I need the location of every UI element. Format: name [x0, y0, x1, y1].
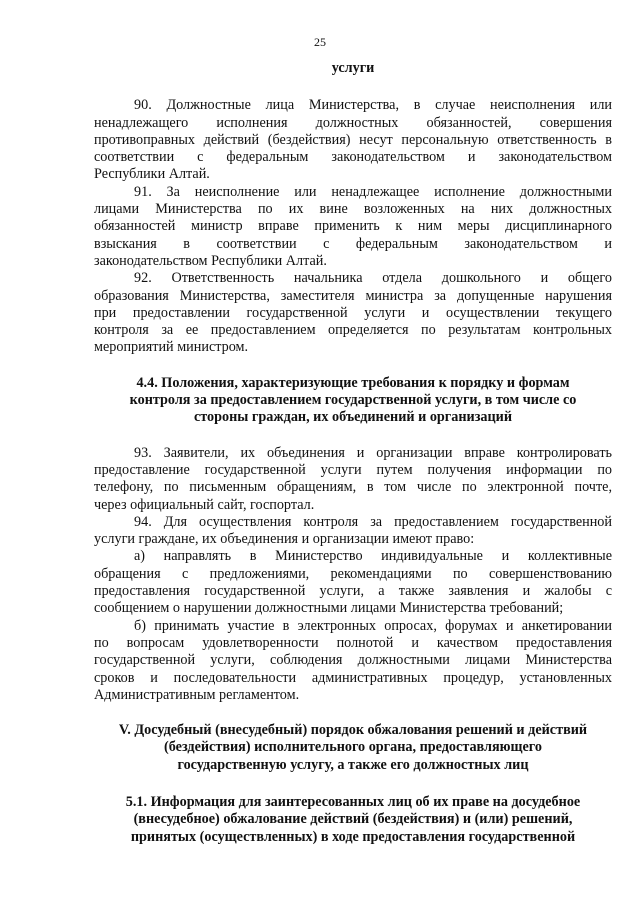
paragraph-line: 93. Заявители, их объединения и организации вправе контролировать: [134, 444, 612, 461]
paragraph-line: взыскания в соответствии с федеральным законодательством и: [94, 235, 612, 252]
paragraph-line: 91. За неисполнение или ненадлежащее исполнение должностными: [134, 183, 612, 200]
heading-line: контроля за предоставлением государственной услуги, в том числе со: [129, 392, 577, 409]
paragraph-line: сообщением о нарушении должностными лицами Министерства требований;: [94, 600, 564, 617]
paragraph-line: через официальный сайт, госпортал.: [94, 496, 315, 513]
paragraph-line: государственной услуги, соблюдения должностными лицами Министерства: [94, 652, 612, 669]
section-heading-v: [94, 722, 612, 774]
paragraph-line: сроков и последовательности административных процедур, установленных: [94, 669, 612, 686]
paragraph-line: предоставления государственной услуги, а также заявления и жалобы с: [94, 583, 612, 600]
heading-line: (внесудебное) обжалование действий (бездействия) и (или) решений,: [133, 811, 573, 828]
paragraph-line: 94. Для осуществления контроля за предоставлением государственной: [134, 513, 612, 530]
paragraph-line: мероприятий министром.: [94, 339, 249, 356]
heading-line: стороны граждан, их объединений и организаций: [193, 409, 513, 426]
heading-line: 5.1. Информация для заинтересованных лиц об их праве на досудебное: [125, 793, 581, 810]
section-heading-5-1: [94, 794, 612, 846]
paragraph-line: 90. Должностные лица Министерства, в случае неисполнения или: [134, 97, 612, 114]
paragraph-line: соответствии с федеральным законодательством и законодательством: [94, 149, 612, 166]
heading-line: 4.4. Положения, характеризующие требования к порядку и формам: [136, 374, 570, 391]
heading-line: V. Досудебный (внесудебный) порядок обжалования решений и действий: [118, 722, 588, 739]
paragraph-line: лицами Министерства по их вине возложенных на них должностных: [94, 201, 612, 218]
paragraph-line: обращения с предложениями, рекомендациями по совершенствованию: [94, 565, 612, 582]
paragraph-92: [94, 270, 612, 356]
paragraph-line: Республики Алтай.: [94, 166, 210, 183]
paragraph-line: по вопросам удовлетворенности полнотой и качеством предоставления: [94, 634, 612, 651]
paragraph-line: предоставление государственной услуги путем получения информации по: [94, 461, 612, 478]
list-item-b: [94, 618, 612, 704]
paragraph-line: а) направлять в Министерство индивидуальные и коллективные: [134, 548, 612, 565]
paragraph-line: 92. Ответственность начальника отдела дошкольного и общего: [134, 270, 612, 287]
section-heading-4-4: [94, 375, 612, 427]
page-number: 25: [314, 35, 326, 49]
paragraph-line: б) принимать участие в электронных опросах, форумах и анкетировании: [134, 617, 612, 634]
heading-line: принятых (осуществленных) в ходе предоставления государственной: [130, 828, 576, 845]
paragraph-line: Административным регламентом.: [94, 686, 300, 703]
heading-line: (бездействия) исполнительного органа, предоставляющего: [164, 739, 542, 756]
paragraph-line: обязанностей министр вправе применить к ним меры дисциплинарного: [94, 218, 612, 235]
paragraph-94: [94, 514, 612, 549]
paragraph-line: телефону, по письменным обращениям, в том числе по электронной почте,: [94, 479, 612, 496]
paragraph-line: противоправных действий (бездействия) несут персональную ответственность в: [94, 131, 612, 148]
paragraph-line: контроля за ее предоставлением определяется по результатам контрольных: [94, 322, 612, 339]
paragraph-line: образования Министерства, заместителя министра за допущенные нарушения: [94, 287, 612, 304]
paragraph-line: при предоставлении государственной услуги и осуществлении текущего: [94, 304, 612, 321]
paragraph-line: услуги граждане, их объединения и организации имеют право:: [94, 531, 475, 548]
paragraph-90: [94, 97, 612, 183]
heading-line: государственную услугу, а также его должностных лиц: [177, 756, 529, 773]
paragraph-line: законодательством Республики Алтай.: [94, 252, 327, 269]
list-item-a: [94, 548, 612, 617]
paragraph-91: [94, 184, 612, 270]
page-content: [94, 60, 612, 846]
continued-heading: услуги: [331, 60, 375, 76]
paragraph-line: ненадлежащего исполнения должностных обязанностей, совершения: [94, 114, 612, 131]
paragraph-93: [94, 445, 612, 514]
